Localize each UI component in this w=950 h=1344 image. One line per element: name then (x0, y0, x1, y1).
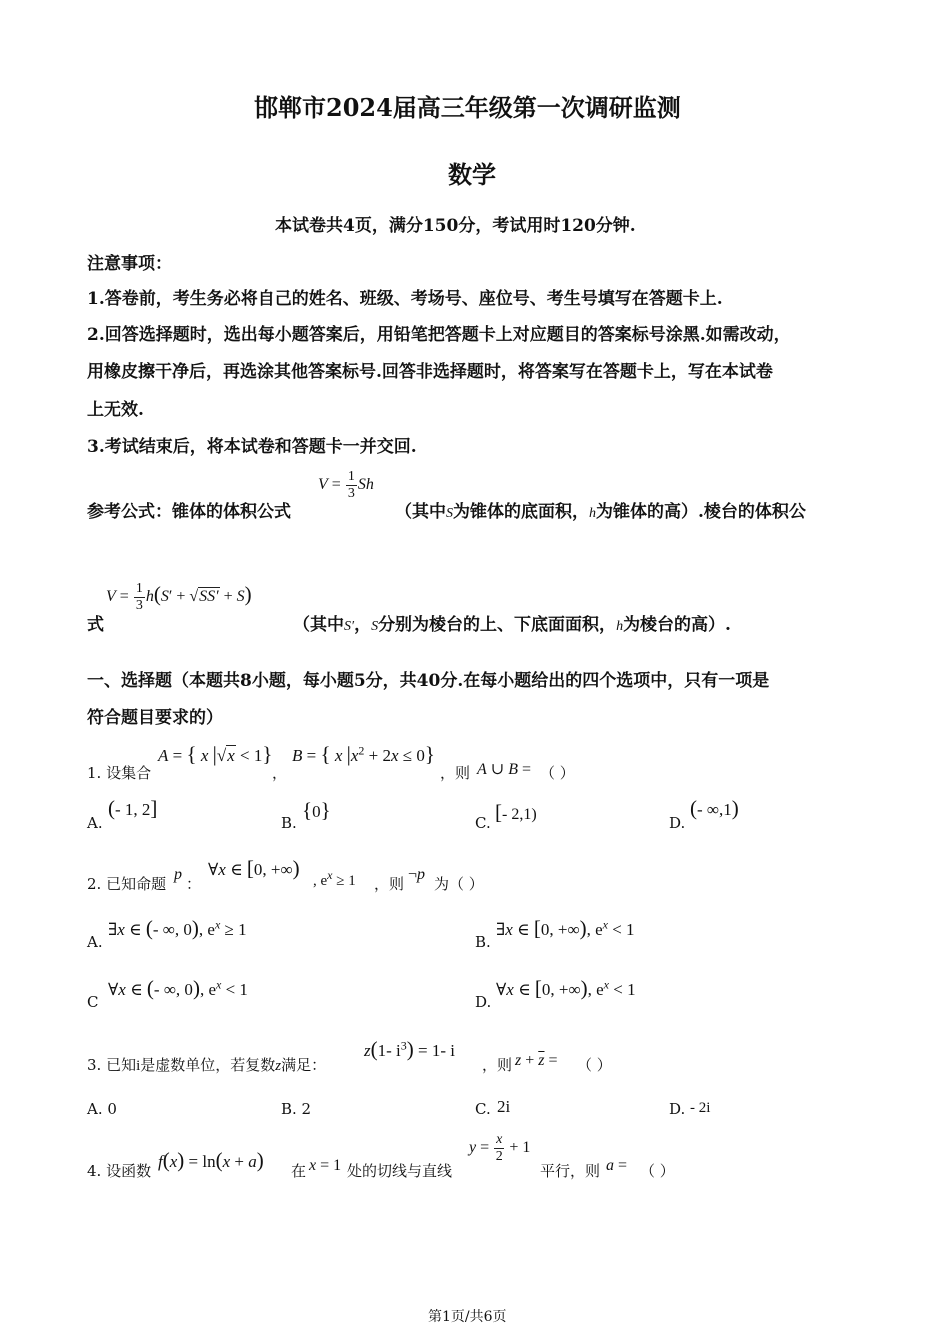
q1-then: ，则 (440, 764, 471, 782)
frustum-label: 式 (87, 615, 104, 635)
q2-option-b-label: B. (475, 933, 491, 951)
q2-is: 为（ ） (434, 875, 484, 893)
cone-formula-desc: （其中S为锥体的底面积，h为锥体的高）.棱台的体积公 (395, 502, 806, 522)
q2-option-b: ∃x ∈ [0, +∞), $e^x < 1$ (496, 916, 635, 940)
q2-proposition-p: p (174, 866, 182, 883)
q2-quantifier: ∀x ∈ [0, +∞) (208, 856, 300, 880)
q3-option-d: - 2i (690, 1100, 711, 1116)
q3-option-c-label: C. (475, 1100, 491, 1118)
q2-condition: , $e^x \ge 1$ (313, 868, 356, 889)
notes-heading: 注意事项： (87, 254, 172, 274)
page-number: 第1页/共6页 (428, 1309, 507, 1325)
q3-option-a: A. 0 (87, 1100, 117, 1118)
note-item-2-line-2: 用橡皮擦干净后，再选涂其他答案标号.回答非选择题时，将答案写在答题卡上，写在本试卷 (87, 362, 773, 382)
q2-option-c-label: C (87, 993, 99, 1011)
q3-option-d-label: D. (669, 1100, 686, 1118)
subject-title: 数学 (448, 160, 496, 189)
q3-equation: z(1- $i^3) = 1-$ i (364, 1037, 455, 1061)
q4-answer-paren: （ ） (640, 1162, 675, 1180)
q4-line: y = $\frac{x}{2}$ + 1 (469, 1132, 531, 1164)
section-header-line-2: 符合题目要求的） (87, 708, 223, 728)
q1-comma: ， (272, 764, 288, 782)
q3-expression: $z + \overline{z}$ = (515, 1052, 558, 1069)
q1-union: A ∪ B = (477, 761, 531, 778)
q4-stem-prefix: 4. 设函数 (87, 1162, 152, 1180)
q3-stem: 3. 已知i是虚数单位，若复数z满足： (87, 1056, 327, 1074)
q4-function: f(x) = ln(x + a) (158, 1148, 264, 1172)
note-item-2-line-3: 上无效. (87, 400, 144, 420)
q1-option-d: (- ∞,1) (690, 796, 739, 820)
q4-at: 在 (291, 1162, 307, 1180)
q2-then: ，则 (374, 875, 405, 893)
q2-option-d-label: D. (475, 993, 492, 1011)
frustum-formula-desc: （其中S′，S分别为棱台的上、下底面面积，h为棱台的高）. (293, 615, 731, 635)
note-item-3: 3.考试结束后，将本试卷和答题卡一并交回. (87, 437, 417, 457)
frustum-volume-formula: V = $\frac{1}{3}$ h(S′ + √SS′ + S) (106, 581, 252, 613)
q2-colon: ： (186, 875, 202, 893)
q1-option-b-label: B. (281, 814, 297, 832)
note-item-2-line-1: 2.回答选择题时，选出每小题答案后，用铅笔把答题卡上对应题目的答案标号涂黑.如需改动， (87, 325, 791, 345)
q1-option-c-label: C. (475, 814, 491, 832)
exam-title: 邯郸市2024届高三年级第一次调研监测 (254, 93, 681, 122)
q1-option-d-label: D. (669, 814, 686, 832)
q3-then: ，则 (482, 1056, 513, 1074)
q2-option-d: ∀x ∈ [0, +∞), $e^x < 1$ (496, 976, 636, 1000)
q2-negation-p: ¬p (408, 866, 426, 883)
q1-option-a: (- 1, 2] (108, 796, 158, 820)
q4-point: x = 1 (309, 1157, 342, 1174)
q2-option-a: ∃x ∈ (- ∞, 0), $e^x \ge 1$ (108, 916, 247, 940)
q1-option-a-label: A. (87, 814, 103, 832)
formula-label: 参考公式：锥体的体积公式 (87, 502, 291, 522)
q2-stem-prefix: 2. 已知命题 (87, 875, 167, 893)
q1-set-b: B = { x $|x^2 + 2x \le 0$} (292, 742, 435, 766)
q3-option-b: B. 2 (281, 1100, 312, 1118)
q3-option-c: 2i (497, 1097, 511, 1116)
q1-answer-paren: （ ） (540, 764, 575, 782)
note-item-1: 1.答卷前，考生务必将自己的姓名、班级、考场号、座位号、考生号填写在答题卡上. (87, 289, 723, 309)
q4-parallel-text: 平行，则 (540, 1162, 601, 1180)
q2-option-c: ∀x ∈ (- ∞, 0), $e^x < 1$ (108, 976, 248, 1000)
cone-volume-formula: V = $\frac{1}{3}$ Sh (318, 469, 374, 501)
q4-tangent-text: 处的切线与直线 (347, 1162, 453, 1180)
q1-set-a: A = { x |√x < 1} (158, 742, 273, 766)
q1-option-b: {0} (302, 798, 331, 822)
q3-answer-paren: （ ） (577, 1056, 612, 1074)
q2-option-a-label: A. (87, 933, 103, 951)
exam-info: 本试卷共4页，满分150分，考试用时120分钟. (275, 216, 636, 236)
q4-expression: a = (606, 1157, 628, 1174)
q1-option-c: [- 2,1) (495, 800, 537, 824)
q1-stem-prefix: 1. 设集合 (87, 764, 152, 782)
section-header-line-1: 一、选择题（本题共8小题，每小题5分，共40分.在每小题给出的四个选项中，只有一项是 (87, 671, 770, 691)
